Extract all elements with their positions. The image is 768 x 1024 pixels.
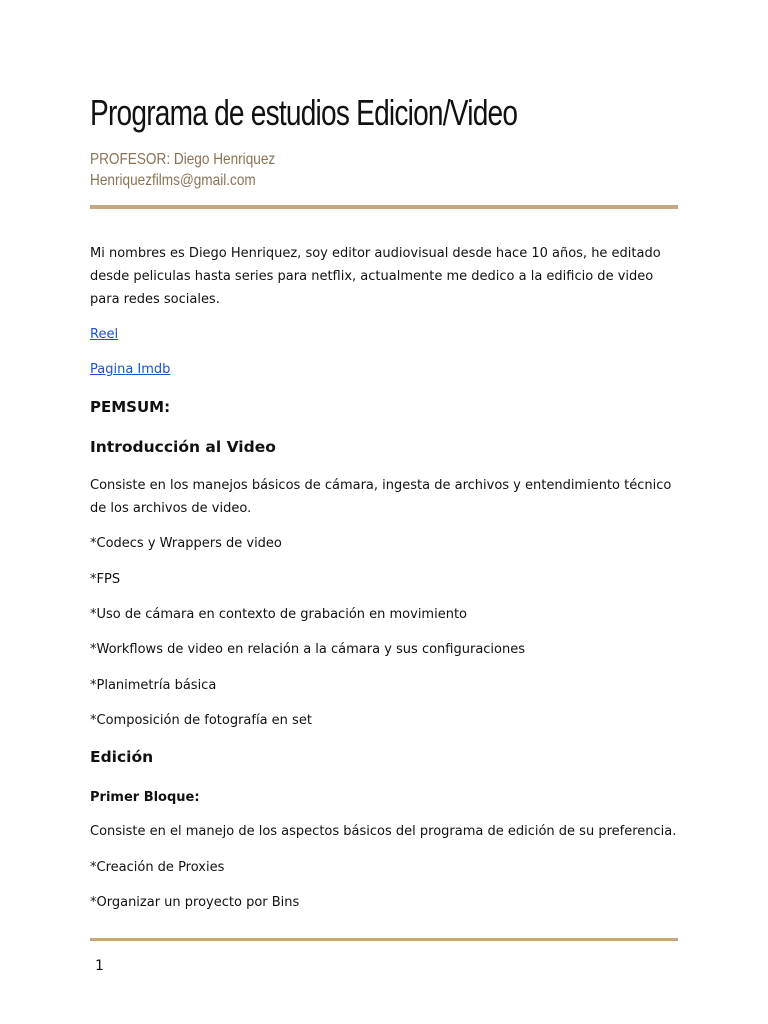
section-edicion-description: Consiste en el manejo de los aspectos básicos del programa de edición de su preferencia. bbox=[90, 824, 677, 839]
professor-email: Henriquezfilms@gmail.com bbox=[90, 172, 256, 189]
reel-link[interactable]: Reel bbox=[90, 327, 119, 342]
imdb-link[interactable]: Pagina Imdb bbox=[90, 362, 171, 377]
list-item: *Creación de Proxies bbox=[90, 860, 225, 875]
header-divider bbox=[90, 205, 678, 209]
section-heading-intro-video: Introducción al Video bbox=[90, 438, 276, 456]
footer-divider bbox=[90, 938, 678, 941]
professor-line: PROFESOR: Diego Henriquez bbox=[90, 151, 276, 168]
list-item: *Composición de fotografía en set bbox=[90, 713, 312, 728]
list-item: *Planimetría básica bbox=[90, 678, 217, 693]
page-number: 1 bbox=[95, 958, 104, 974]
list-item: *Organizar un proyecto por Bins bbox=[90, 895, 300, 910]
subheading-primer-bloque: Primer Bloque: bbox=[90, 790, 200, 805]
list-item: *Codecs y Wrappers de video bbox=[90, 536, 282, 551]
list-item: *Workflows de video en relación a la cámara y sus configuraciones bbox=[90, 642, 526, 657]
section-intro-description: Consiste en los manejos básicos de cámara, ingesta de archivos y entendimiento técnico de los archivos de video. bbox=[90, 478, 672, 516]
pemsum-heading: PEMSUM: bbox=[90, 398, 171, 416]
intro-paragraph: Mi nombres es Diego Henriquez, soy editor audiovisual desde hace 10 años, he editado desde peliculas hasta series para netflix, actualmente me dedico a la edificio de video para redes sociales. bbox=[90, 246, 661, 307]
section-heading-edicion: Edición bbox=[90, 748, 154, 766]
document-title: Programa de estudios Edicion/Video bbox=[90, 92, 518, 133]
list-item: *Uso de cámara en contexto de grabación en movimiento bbox=[90, 607, 467, 622]
list-item: *FPS bbox=[90, 572, 121, 587]
